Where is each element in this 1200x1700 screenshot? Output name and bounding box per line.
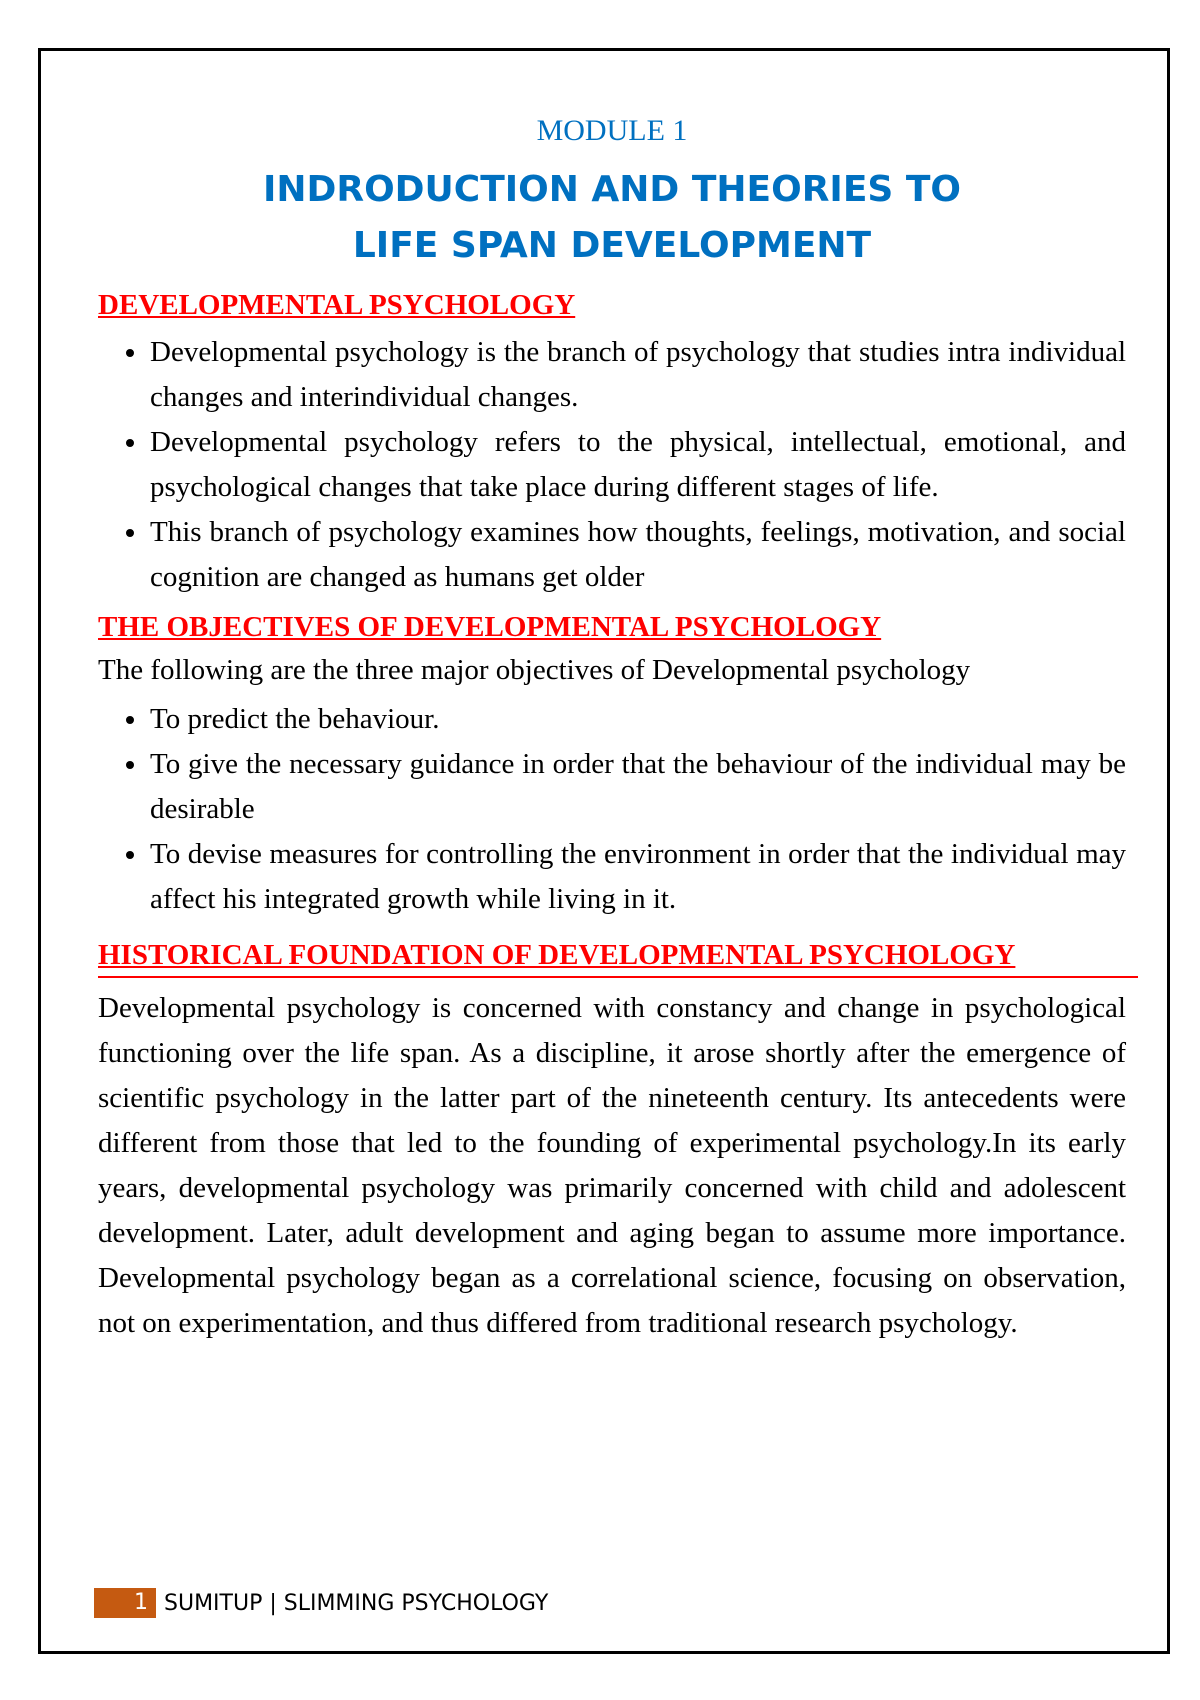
section-developmental-psychology [98, 284, 1126, 600]
bullet-icon [126, 851, 134, 859]
bullet-icon [126, 439, 134, 447]
bullet-list [98, 697, 1126, 922]
list-item-text: To predict the behaviour. [150, 703, 440, 735]
footer-text: SUMITUP | SLIMMING PSYCHOLOGY [164, 1590, 549, 1616]
list-item-text: To give the necessary guidance in order that the behaviour of the individual may be desirable [150, 748, 1126, 825]
module-label: MODULE 1 [536, 114, 688, 147]
bullet-icon [126, 349, 134, 357]
list-item-text: Developmental psychology refers to the physical, intellectual, emotional, and psychological changes that take place during different stages of life. [150, 426, 1126, 503]
section-heading: THE OBJECTIVES OF DEVELOPMENTAL PSYCHOLOGY [98, 611, 882, 643]
section-paragraph: Developmental psychology is concerned with constancy and change in psychological functioning over the life span. As a discipline, it arose shortly after the emergence of scientific psychology in the latter part of the nineteenth century. Its antecedents were different from those that led to the founding of experimental psychology.In its early years, developmental psychology was primarily concerned with child and adolescent development. Later, adult development and aging began to assume more importance. Developmental psychology began as a correlational science, focusing on observation, not on experimentation, and thus differed from traditional research psychology. [98, 992, 1126, 1339]
bullet-list [98, 330, 1126, 600]
list-item [98, 742, 1126, 832]
list-item [98, 330, 1126, 420]
page-footer [94, 1588, 548, 1618]
list-item [98, 420, 1126, 510]
section-heading: HISTORICAL FOUNDATION OF DEVELOPMENTAL PSYCHOLOGY [98, 939, 1016, 971]
list-item-text: Developmental psychology is the branch of psychology that studies intra individual changes and interindividual changes. [150, 336, 1126, 413]
document-body [98, 108, 1126, 1346]
list-item-text: This branch of psychology examines how thoughts, feelings, motivation, and social cognition are changed as humans get older [150, 516, 1126, 593]
section-intro: The following are the three major objectives of Developmental psychology [98, 654, 971, 686]
section-historical-foundation [98, 934, 1126, 1346]
bullet-icon [126, 716, 134, 724]
bullet-icon [126, 529, 134, 537]
page-number: 1 [94, 1588, 156, 1618]
section-objectives [98, 606, 1126, 922]
list-item [98, 510, 1126, 600]
section-heading: DEVELOPMENTAL PSYCHOLOGY [98, 289, 576, 321]
heading-divider [98, 976, 1138, 978]
list-item [98, 697, 1126, 742]
page-title [98, 162, 1126, 274]
list-item [98, 832, 1126, 922]
list-item-text: To devise measures for controlling the environment in order that the individual may affect his integrated growth while living in it. [150, 838, 1126, 915]
title-line-2: LIFE SPAN DEVELOPMENT [352, 225, 872, 266]
title-line-1: INDRODUCTION AND THEORIES TO [262, 169, 962, 210]
bullet-icon [126, 761, 134, 769]
